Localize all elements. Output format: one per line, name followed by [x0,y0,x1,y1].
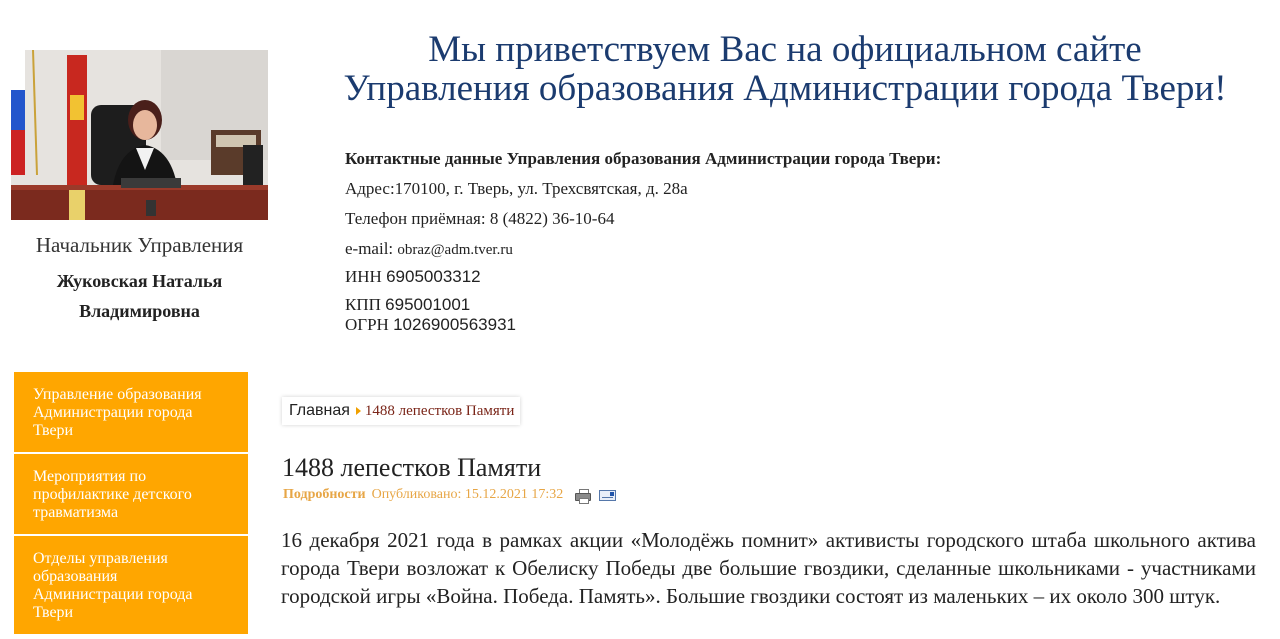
chief-portrait [11,50,268,220]
sidebar-menu [14,372,248,636]
breadcrumb-home-link[interactable]: Главная [289,402,350,419]
contacts-title: Контактные данные Управления образования Администрации города Твери: [345,149,942,168]
article-title: 1488 лепестков Памяти [282,453,542,482]
chief-name-line1: Жуковская Наталья [56,271,223,291]
welcome-heading [290,30,1280,108]
contacts-phone: Телефон приёмная: 8 (4822) 36-10-64 [345,209,615,228]
contacts-email [345,237,1145,267]
welcome-line-2: Управления образования Администрации города Твери! [343,68,1227,109]
email-link[interactable]: obraz@adm.tver.ru [397,242,513,258]
menu-item-line: Администрации города [33,586,193,603]
email-icon[interactable] [599,490,616,501]
menu-item-line: профилактике детского [33,486,192,503]
menu-item-education-department[interactable] [14,372,248,454]
chief-name [11,266,268,326]
menu-item-line: Твери [33,604,74,621]
kpp-value: 695001001 [385,295,471,314]
contacts-kpp [345,295,1145,315]
contacts-address: Адрес:170100, г. Тверь, ул. Трехсвятская, д. 28а [345,179,688,198]
breadcrumb [282,397,520,425]
ogrn-label: ОГРН [345,315,394,334]
breadcrumb-current: 1488 лепестков Памяти [364,402,515,419]
kpp-label: КПП [345,295,386,314]
chief-name-line2: Владимировна [79,301,200,321]
menu-item-department-offices[interactable] [14,536,248,636]
printer-icon[interactable] [575,489,591,502]
article-published-date: Опубликовано: 15.12.2021 17:32 [371,487,564,502]
breadcrumb-separator-icon [356,407,361,415]
welcome-line-1: Мы приветствуем Вас на официальном сайте [428,29,1142,70]
ogrn-value: 1026900563931 [393,315,517,334]
menu-item-line: образования [33,568,118,585]
contacts-inn [345,267,1145,295]
menu-item-line: Администрации города [33,404,193,421]
contacts-block [345,147,1145,335]
article-details-label: Подробности [283,487,366,502]
inn-value: 6905003312 [386,267,481,286]
inn-label: ИНН [345,267,387,286]
menu-item-line: Отделы управления [33,550,168,567]
chief-title: Начальник Управления [35,233,244,257]
contacts-ogrn [345,315,1145,335]
article-meta [283,487,616,503]
menu-item-injury-prevention[interactable] [14,454,248,536]
article-body: 16 декабря 2021 года в рамках акции «Молодёжь помнит» активисты городского штаба школьного актива города Твери возложат к Обелиску Победы две большие гвоздики, сделанные школьниками - участниками городской игры «Война. Победа. Память». Большие гвоздики состоят из маленьких – их около 300 штук. [281,528,1256,608]
menu-item-line: травматизма [33,504,119,521]
email-label: e-mail: [345,239,398,258]
menu-item-line: Твери [33,422,74,439]
menu-item-line: Управление образования [33,386,202,403]
menu-item-line: Мероприятия по [33,468,147,485]
